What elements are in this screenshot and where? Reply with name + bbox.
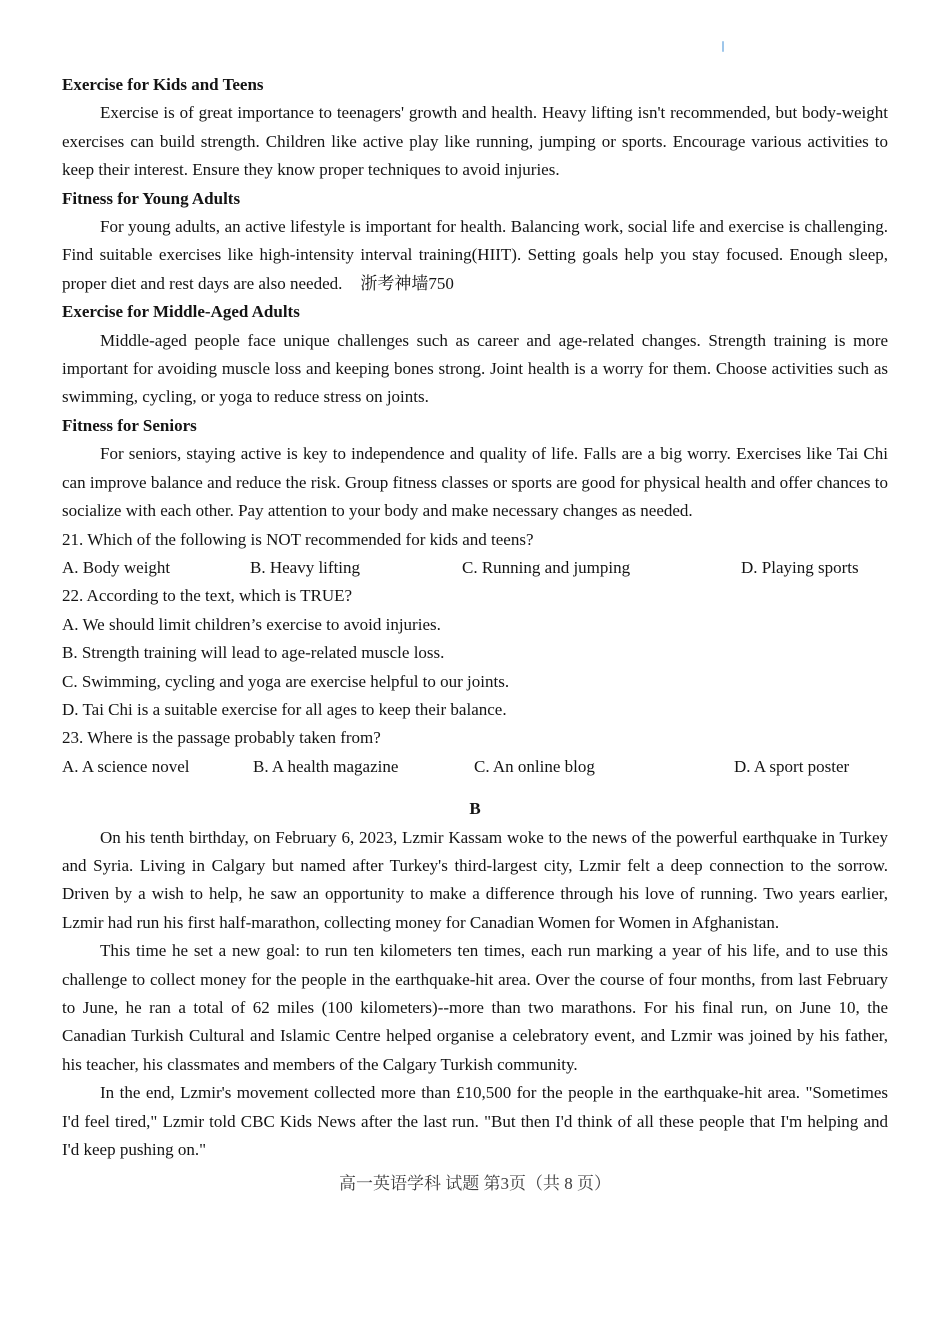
passage-b-paragraph-3: In the end, Lzmir's movement collected more than £10,500 for the people in the earthquake-hit area. "Sometimes I'd feel tired," Lzmir told CBC Kids News after the last run. "But then I'd think of all these people that I'm helping and I'd keep pushing on." [62, 1083, 888, 1160]
question-23-option-c: C. An online blog [474, 756, 595, 776]
question-21-option-a: A. Body weight [62, 557, 171, 577]
section-heading-middle-aged: Exercise for Middle-Aged Adults [62, 302, 300, 322]
passage-b-paragraph-2: This time he set a new goal: to run ten kilometers ten times, each run marking a year of his life, and to use this challenge to collect money for the people in the earthquake-hit area. Over the course of four months, from last February to June, he ran a total of 62 miles (100 kilometers)--more than two marathons. For his final run, on June 10, the Canadian Turkish Cultural and Islamic Centre helped organise a celebratory event, and Lzmir was joined by his father, his teacher, his classmates and members of the Calgary Turkish community. [62, 941, 888, 1074]
question-21-option-b: B. Heavy lifting [250, 557, 361, 577]
question-21: 21. Which of the following is NOT recommended for kids and teens? [62, 529, 534, 549]
section-heading-kids-teens: Exercise for Kids and Teens [62, 75, 264, 94]
question-23-option-a: A. A science novel [62, 756, 190, 776]
question-22-option-b: B. Strength training will lead to age-related muscle loss. [62, 643, 445, 663]
questions-block [62, 526, 888, 782]
question-22-option-d: D. Tai Chi is a suitable exercise for all ages to keep their balance. [62, 699, 507, 719]
passage-b-label: B [469, 799, 481, 819]
section-paragraph-young-adults [62, 213, 888, 298]
question-23-option-b: B. A health magazine [253, 756, 399, 776]
question-23-option-d: D. A sport poster [734, 756, 850, 776]
question-22: 22. According to the text, which is TRUE? [62, 586, 353, 606]
question-22-option-c: C. Swimming, cycling and yoga are exercise helpful to our joints. [62, 671, 510, 691]
question-21-options [62, 554, 888, 582]
section-heading-young-adults: Fitness for Young Adults [62, 188, 241, 208]
scan-artifact-icon [722, 41, 724, 52]
reading-passage-a [62, 71, 888, 781]
question-23: 23. Where is the passage probably taken from? [62, 728, 381, 748]
section-paragraph-kids-teens: Exercise is of great importance to teenagers' growth and health. Heavy lifting isn't recommended, but body-weight exercises can build strength. Children like active play like running, jumping or sports. Encourage various activities to keep their interest. Ensure they know proper techniques to avoid injuries. [62, 103, 888, 180]
question-21-option-c: C. Running and jumping [462, 557, 631, 577]
question-22-option-a: A. We should limit children’s exercise to avoid injuries. [62, 614, 441, 634]
reading-passage-b [62, 795, 888, 1164]
watermark-text: 浙考神墙750 [360, 273, 454, 293]
passage-b-paragraph-1: On his tenth birthday, on February 6, 2023, Lzmir Kassam woke to the news of the powerful earthquake in Turkey and Syria. Living in Calgary but named after Turkey's third-largest city, Lzmir felt a deep connection to the sorrow. Driven by a wish to help, he saw an opportunity to make a difference through his love of running. Two years earlier, Lzmir had run his first half-marathon, collecting money for Canadian Women for Women in Afghanistan. [62, 827, 888, 932]
section-heading-seniors: Fitness for Seniors [62, 415, 197, 435]
section-paragraph-young-adults-text: For young adults, an active lifestyle is important for health. Balancing work, social life and exercise is challenging. Find suitable exercises like high-intensity interval training(HIIT). Setting goals help you stay focused. Enough sleep, proper diet and rest days are also needed. [62, 217, 888, 293]
question-21-option-d: D. Playing sports [741, 557, 859, 577]
section-paragraph-middle-aged: Middle-aged people face unique challenges such as career and age-related changes. Strength training is more important for avoiding muscle loss and keeping bones strong. Joint health is a worry for them. Choose activities such as swimming, cycling, or yoga to reduce stress on joints. [62, 330, 888, 407]
section-paragraph-seniors: For seniors, staying active is key to independence and quality of life. Falls are a big worry. Exercises like Tai Chi can improve balance and reduce the risk. Group fitness classes or sports are good for physical health and offer chances to socialize with each other. Pay attention to your body and make necessary changes as needed. [62, 444, 888, 521]
page-footer: 高一英语学科 试题 第3页（共 8 页） [339, 1174, 611, 1194]
question-23-options [62, 753, 888, 781]
